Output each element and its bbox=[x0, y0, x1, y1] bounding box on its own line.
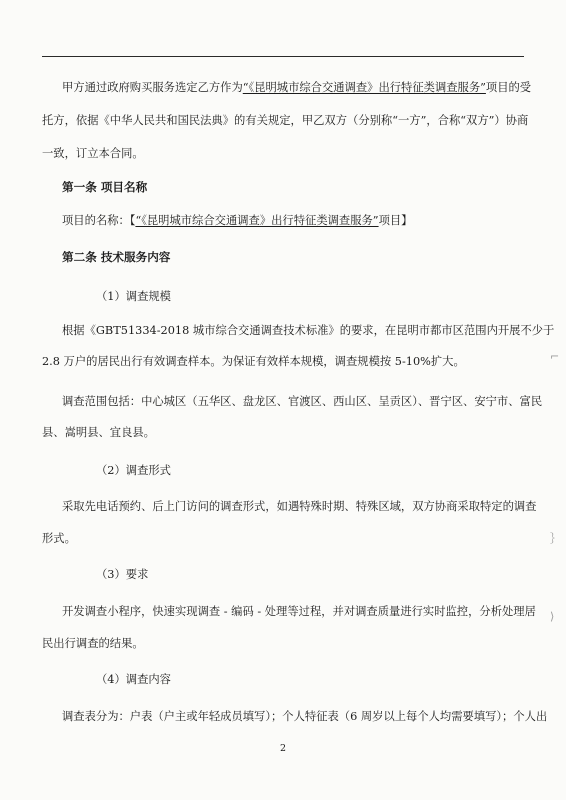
subheading-requirements: （3）要求 bbox=[96, 568, 149, 581]
requirements-line-1: 开发调查小程序，快速实现调查 - 编码 - 处理等过程，并对调查质量进行实时监控，分析处理居 bbox=[62, 605, 536, 618]
form-line-2: 形式。 bbox=[42, 532, 76, 545]
section-2-heading: 第二条 技术服务内容 bbox=[62, 250, 171, 264]
intro-line-1 bbox=[62, 81, 531, 95]
subheading-form: （2）调查形式 bbox=[96, 464, 171, 477]
scale-line-2: 2.8 万户的居民出行有效调查样本。为保证有效样本规模，调查规模按 5-10%扩大。 bbox=[42, 355, 465, 368]
project-name-link: “《昆明城市综合交通调查》出行特征类调查服务” bbox=[135, 214, 379, 227]
subheading-content: （4）调查内容 bbox=[96, 673, 171, 686]
intro-line-1-post: 项目的受 bbox=[485, 81, 532, 94]
project-name-underlined: “《昆明城市综合交通调查》出行特征类调查服务” bbox=[242, 81, 486, 94]
subheading-scale: （1）调查规模 bbox=[96, 290, 171, 303]
intro-line-2: 托方，依据《中华人民共和国民法典》的有关规定，甲乙双方（分别称“一方”，合称“双方”）协商 bbox=[42, 114, 529, 127]
requirements-line-2: 民出行调查的结果。 bbox=[42, 637, 144, 650]
scan-edge-mark: ⟩ bbox=[550, 610, 555, 623]
scan-edge-mark: ｝ bbox=[550, 532, 561, 545]
project-name-line bbox=[62, 214, 412, 228]
range-line-2: 县、嵩明县、宜良县。 bbox=[42, 426, 155, 439]
section-1-heading: 第一条 项目名称 bbox=[62, 180, 148, 194]
form-line-1: 采取先电话预约、后上门访问的调查形式，如遇特殊时期、特殊区域，双方协商采取特定的调查 bbox=[62, 500, 537, 513]
content-line-1: 调查表分为：户表（户主或年轻成员填写）；个人特征表（6 周岁以上每个人均需要填写）；个人出 bbox=[62, 710, 548, 723]
page-number: 2 bbox=[279, 743, 287, 754]
header-rule bbox=[42, 56, 524, 57]
scan-edge-mark: ⌐ bbox=[550, 350, 560, 363]
scale-line-1: 根据《GBT51334-2018 城市综合交通调查技术标准》的要求，在昆明市都市区范围内开展不少于 bbox=[62, 324, 555, 337]
intro-line-1-pre: 甲方通过政府购买服务选定乙方作为 bbox=[62, 81, 243, 94]
intro-line-3: 一致，订立本合同。 bbox=[42, 147, 144, 160]
range-line-1: 调查范围包括：中心城区（五华区、盘龙区、官渡区、西山区、呈贡区）、晋宁区、安宁市、富民 bbox=[62, 395, 543, 408]
project-name-post: 项目】 bbox=[378, 214, 413, 227]
project-name-pre: 项目的名称：【 bbox=[62, 214, 136, 227]
